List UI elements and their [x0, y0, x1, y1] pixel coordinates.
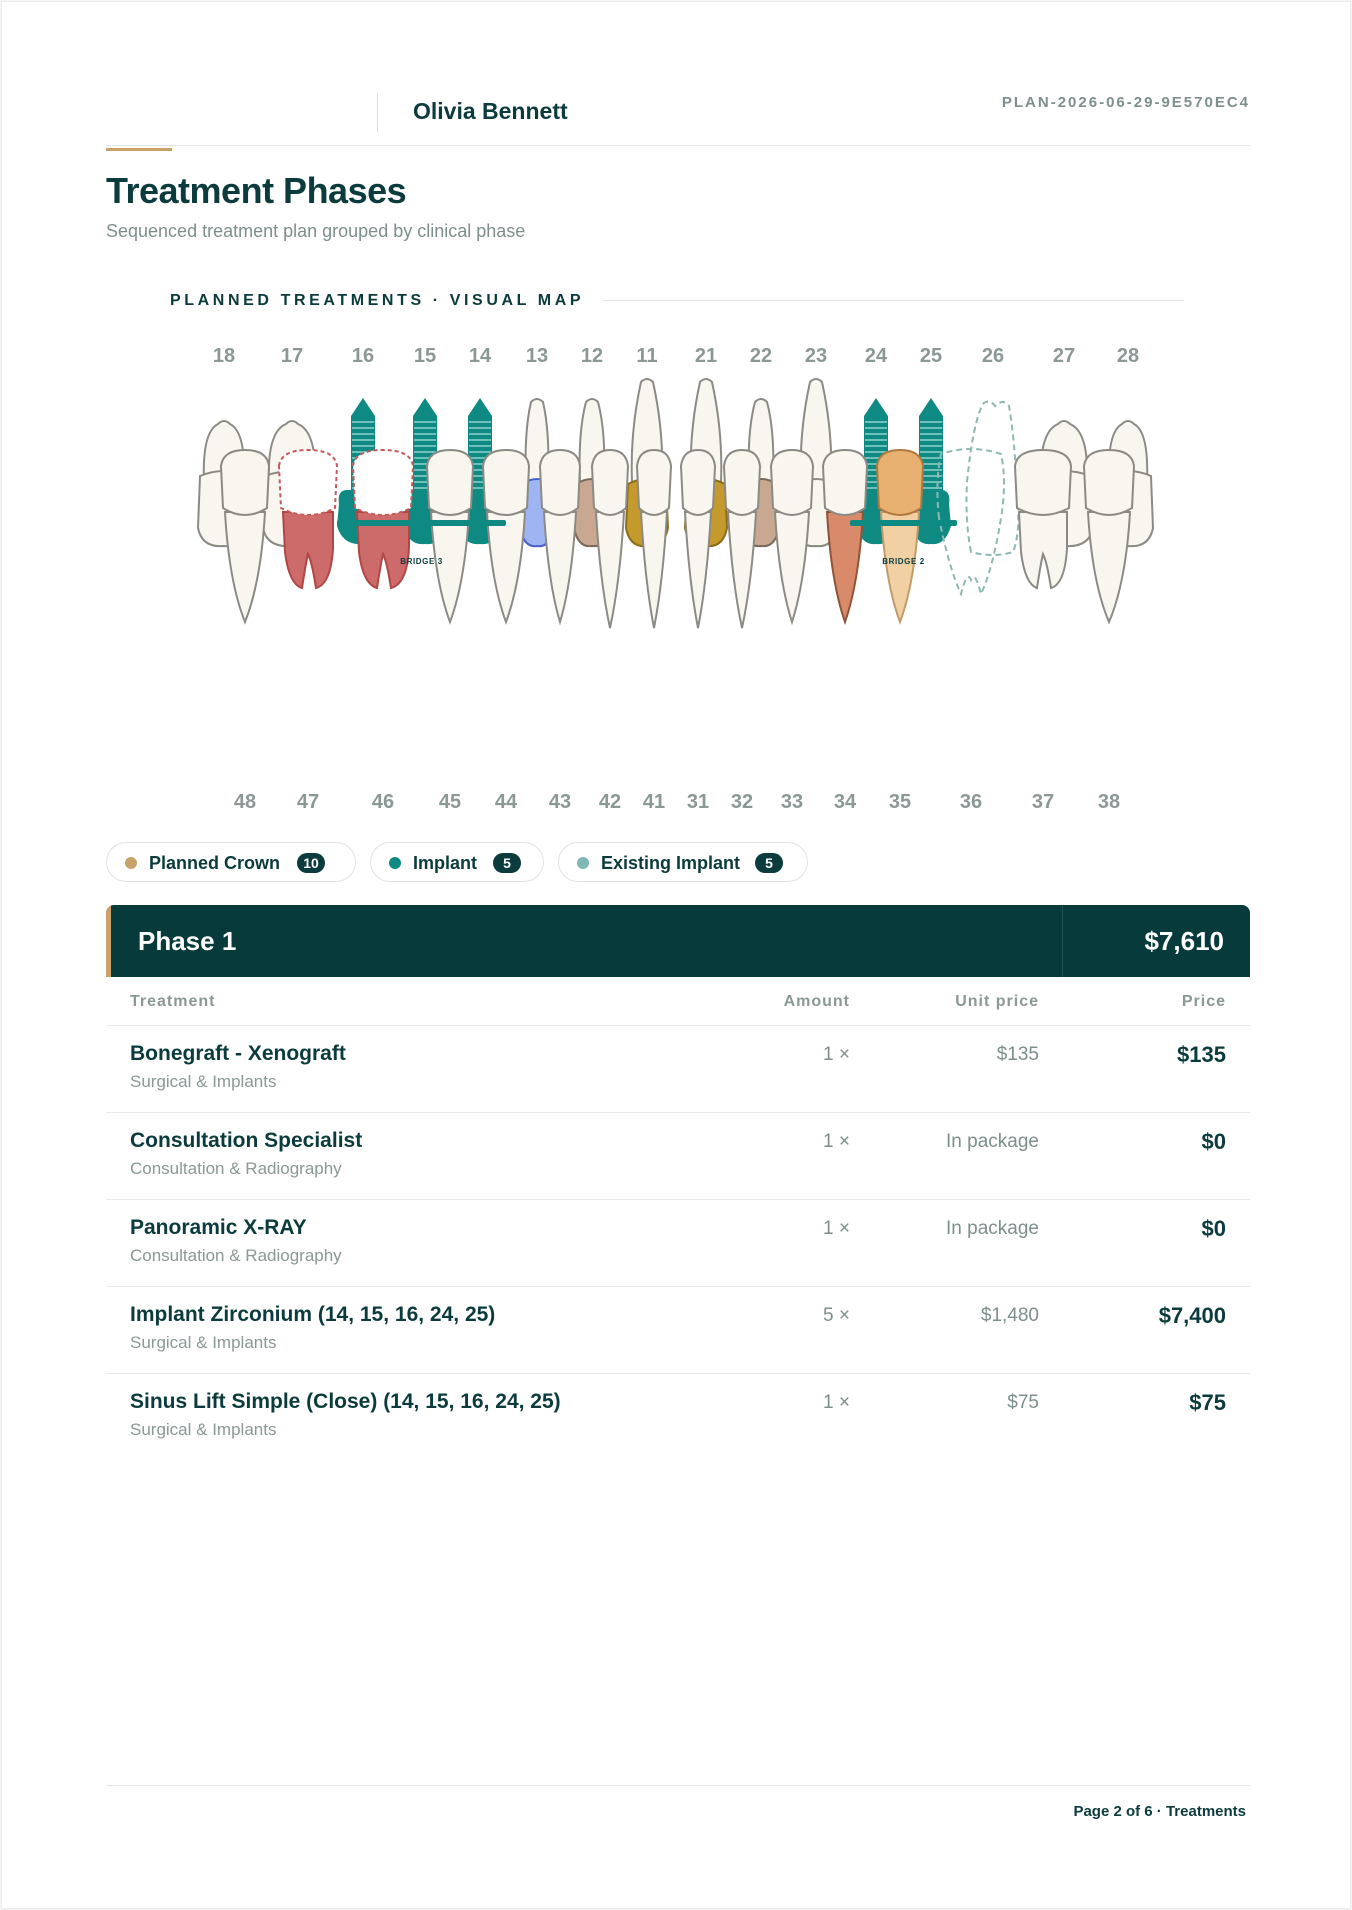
tooth-number: 35 — [888, 791, 912, 813]
tooth-crown — [637, 450, 671, 515]
legend-item — [558, 842, 808, 882]
treatment-table — [106, 977, 1250, 1460]
tooth-number: 32 — [730, 791, 754, 813]
header-divider — [377, 94, 378, 132]
plan-id: PLAN-2026-06-29-9E570EC4 — [1001, 94, 1250, 111]
tooth-number: 12 — [580, 345, 604, 367]
phase-total: $7,610 — [1144, 926, 1224, 956]
document-page — [1, 1, 1351, 1909]
table-header-row — [106, 977, 1250, 1026]
treatment-amount: 5 × — [823, 1305, 850, 1326]
legend-count: 10 — [297, 853, 325, 873]
tooth-number: 44 — [494, 791, 518, 813]
tooth-32 — [724, 450, 760, 628]
bridge-label: BRIDGE 3 — [400, 557, 443, 566]
tooth-number: 33 — [780, 791, 804, 813]
tooth-crown — [877, 450, 923, 515]
treatment-category: Surgical & Implants — [130, 1072, 277, 1091]
tooth-number: 41 — [642, 791, 666, 813]
header-accent — [106, 148, 172, 151]
tooth-43 — [540, 450, 580, 622]
tooth-number: 13 — [525, 345, 549, 367]
legend-count: 5 — [493, 853, 521, 873]
treatment-price: $135 — [1177, 1042, 1226, 1067]
tooth-46 — [353, 450, 413, 588]
tooth-root — [881, 512, 919, 622]
tooth-number: 37 — [1031, 791, 1055, 813]
legend-count: 5 — [755, 853, 783, 873]
tooth-root — [596, 512, 624, 628]
tooth-number: 48 — [233, 791, 257, 813]
tooth-root — [283, 512, 333, 588]
tooth-crown — [724, 450, 760, 515]
tooth-crown — [353, 450, 413, 515]
table-row — [106, 1287, 1250, 1374]
tooth-45 — [427, 450, 473, 622]
tooth-number: 25 — [919, 345, 943, 367]
tooth-number: 31 — [686, 791, 710, 813]
tooth-number: 23 — [804, 345, 828, 367]
patient-name: Olivia Bennett — [413, 98, 568, 124]
treatment-amount: 1 × — [823, 1392, 850, 1413]
tooth-crown — [1084, 450, 1134, 515]
treatment-amount: 1 × — [823, 1131, 850, 1152]
tooth-number: 34 — [833, 791, 857, 813]
tooth-number: 28 — [1116, 345, 1140, 367]
tooth-number: 15 — [413, 345, 437, 367]
treatment-price: $0 — [1201, 1129, 1226, 1154]
legend-label: Planned Crown — [149, 853, 281, 873]
tooth-root — [431, 512, 469, 622]
tooth-44 — [483, 450, 529, 622]
tooth-number: 36 — [959, 791, 983, 813]
tooth-root — [728, 512, 756, 628]
visual-map-label: PLANNED TREATMENTS · VISUAL MAP — [170, 292, 585, 309]
tooth-34 — [823, 450, 867, 622]
legend-dot — [389, 857, 401, 869]
legend-item — [370, 842, 544, 882]
tooth-root — [225, 512, 265, 622]
tooth-number: 46 — [371, 791, 395, 813]
tooth-33 — [771, 450, 813, 622]
tooth-root — [641, 512, 667, 628]
tooth-number: 17 — [280, 345, 304, 367]
col-header-price: Price — [1181, 993, 1226, 1010]
tooth-number: 21 — [694, 345, 718, 367]
treatment-category: Consultation & Radiography — [130, 1246, 342, 1265]
treatment-category: Surgical & Implants — [130, 1420, 277, 1439]
tooth-number: 18 — [212, 345, 236, 367]
table-row — [106, 1113, 1250, 1200]
tooth-number: 43 — [548, 791, 572, 813]
tooth-root — [544, 512, 576, 622]
visual-map-rule — [602, 300, 1184, 301]
tooth-crown — [540, 450, 580, 515]
tooth-47 — [279, 450, 337, 588]
tooth-crown — [823, 450, 867, 515]
tooth-number: 22 — [749, 345, 773, 367]
page-footer: Page 2 of 6 · Treatments — [1073, 1803, 1246, 1820]
tooth-26 — [967, 401, 1019, 555]
treatment-name: Panoramic X-RAY — [130, 1216, 307, 1239]
tooth-root — [685, 512, 711, 628]
tooth-number: 11 — [636, 345, 658, 367]
tooth-number: 45 — [438, 791, 462, 813]
treatment-price: $75 — [1189, 1390, 1226, 1415]
table-row — [106, 1374, 1250, 1460]
tooth-crown — [592, 450, 628, 515]
missing-tooth-outline — [967, 401, 1019, 555]
col-header-treatment: Treatment — [130, 993, 216, 1010]
phase-name: Phase 1 — [138, 926, 237, 956]
treatment-name: Sinus Lift Simple (Close) (14, 15, 16, 24, 25) — [130, 1390, 561, 1413]
phase-accent — [106, 905, 111, 977]
tooth-crown — [681, 450, 715, 515]
table-row — [106, 1200, 1250, 1287]
bridge-connector — [337, 520, 506, 526]
tooth-number: 14 — [468, 345, 492, 367]
table-row — [106, 1026, 1250, 1113]
tooth-31 — [681, 450, 715, 628]
tooth-crown — [427, 450, 473, 515]
tooth-root — [775, 512, 809, 622]
phase-separator — [1062, 905, 1063, 977]
legend-label: Existing Implant — [601, 853, 741, 873]
footer-rule — [106, 1785, 1250, 1786]
treatment-amount: 1 × — [823, 1044, 850, 1065]
treatment-unit-price: In package — [946, 1218, 1039, 1239]
treatment-name: Bonegraft - Xenograft — [130, 1042, 346, 1065]
page-title: Treatment Phases — [106, 170, 407, 211]
header-rule — [106, 145, 1250, 146]
phase-header — [106, 905, 1250, 977]
page-header — [106, 82, 1250, 146]
treatment-unit-price: $135 — [996, 1044, 1039, 1065]
tooth-crown — [279, 450, 337, 515]
treatment-name: Implant Zirconium (14, 15, 16, 24, 25) — [130, 1303, 496, 1326]
tooth-number: 47 — [296, 791, 320, 813]
tooth-number: 16 — [351, 345, 375, 367]
treatment-category: Consultation & Radiography — [130, 1159, 342, 1178]
tooth-42 — [592, 450, 628, 628]
treatment-price: $0 — [1201, 1216, 1226, 1241]
tooth-root — [487, 512, 525, 622]
treatment-unit-price: $1,480 — [980, 1305, 1039, 1326]
bridge-label: BRIDGE 2 — [882, 557, 925, 566]
tooth-number: 42 — [598, 791, 622, 813]
dental-chart — [170, 332, 1186, 822]
treatment-price: $7,400 — [1158, 1303, 1226, 1328]
treatment-unit-price: $75 — [1007, 1392, 1039, 1413]
page-subtitle: Sequenced treatment plan grouped by clinical phase — [106, 221, 526, 241]
tooth-crown — [771, 450, 813, 515]
tooth-37 — [1015, 450, 1071, 588]
tooth-crown — [221, 450, 269, 515]
tooth-root — [827, 512, 863, 622]
tooth-root — [1019, 512, 1067, 588]
treatment-name: Consultation Specialist — [130, 1129, 363, 1152]
tooth-41 — [637, 450, 671, 628]
col-header-unit-price: Unit price — [955, 993, 1039, 1010]
col-header-amount: Amount — [783, 993, 850, 1010]
treatment-amount: 1 × — [823, 1218, 850, 1239]
tooth-crown — [483, 450, 529, 515]
legend-item — [106, 842, 356, 882]
tooth-number: 26 — [981, 345, 1005, 367]
tooth-number: 24 — [864, 345, 888, 367]
tooth-root — [1088, 512, 1130, 622]
bridge-connector — [850, 520, 957, 526]
treatment-category: Surgical & Implants — [130, 1333, 277, 1352]
tooth-48 — [221, 450, 269, 622]
legend-label: Implant — [413, 853, 478, 873]
legend-dot — [577, 857, 589, 869]
tooth-crown — [1015, 450, 1071, 515]
legend-dot — [125, 857, 137, 869]
tooth-number: 38 — [1097, 791, 1121, 813]
tooth-38 — [1084, 450, 1134, 622]
tooth-number: 27 — [1052, 345, 1076, 367]
tooth-35 — [877, 450, 923, 622]
treatment-unit-price: In package — [946, 1131, 1039, 1152]
